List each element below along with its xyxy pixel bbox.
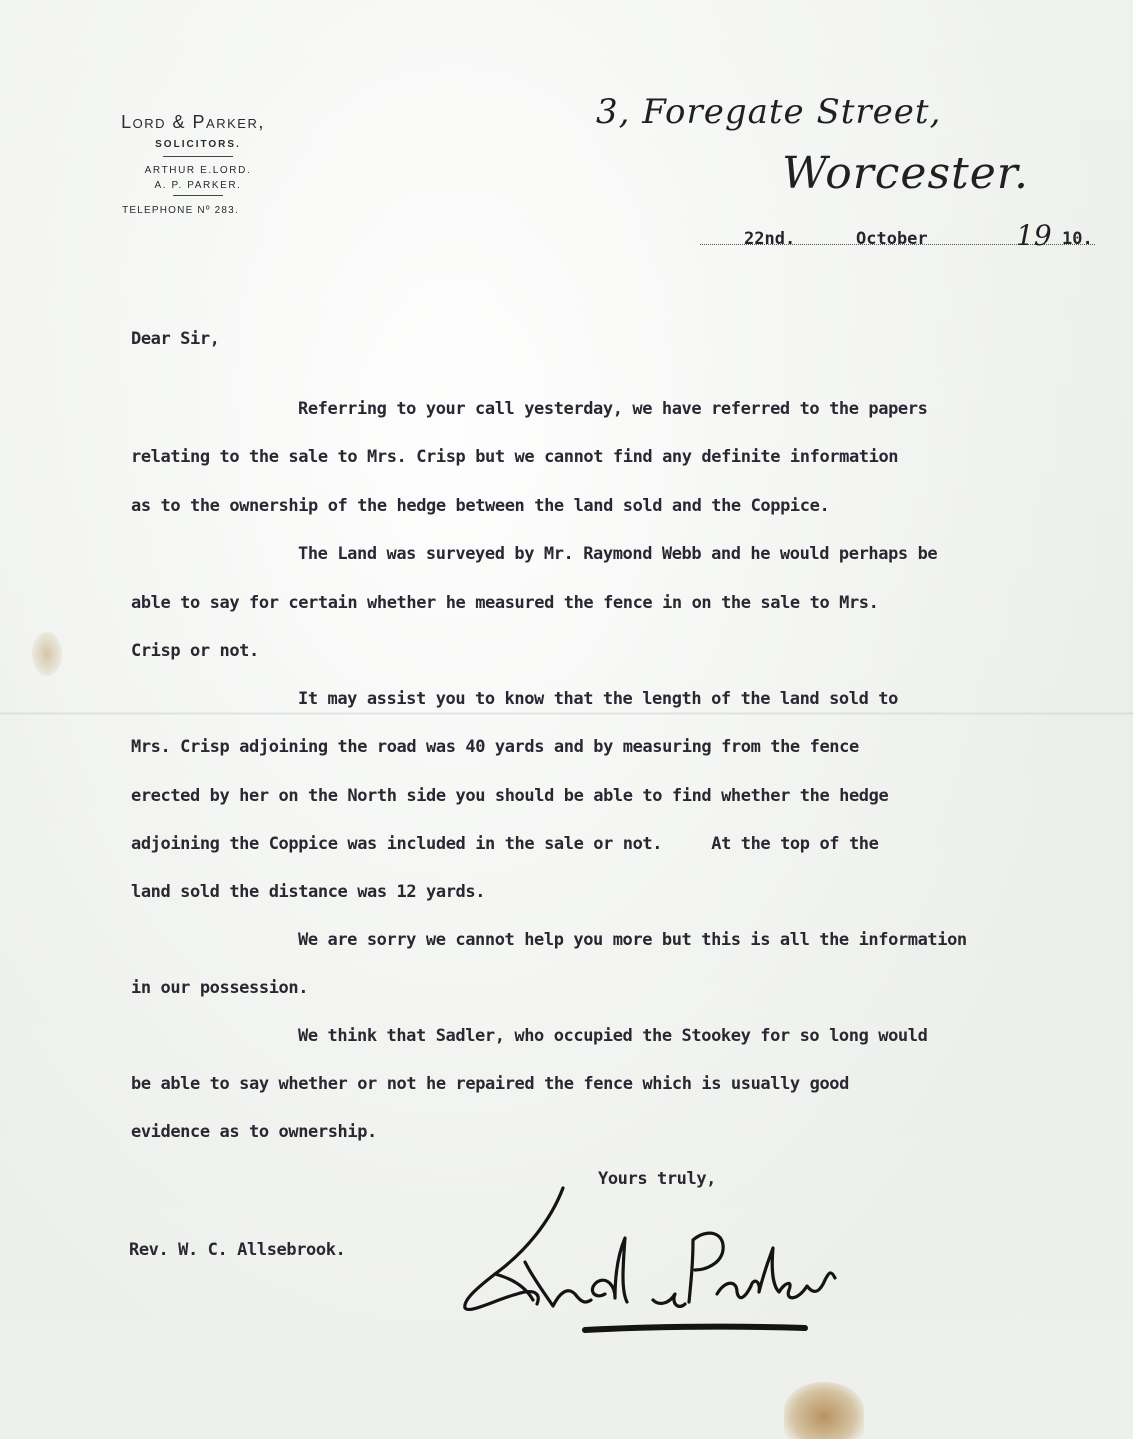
salutation: Dear Sir, (131, 329, 220, 349)
date-month: October (856, 229, 928, 249)
letter-line: as to the ownership of the hedge between the land sold and the Coppice. (131, 496, 830, 516)
letter-line: Crisp or not. (131, 641, 259, 661)
letter-line: erected by her on the North side you should be able to find whether the hedge (131, 786, 889, 806)
address-city: Worcester. (782, 148, 1029, 199)
date-year-printed: 19 (1016, 219, 1052, 252)
letter-line: Mrs. Crisp adjoining the road was 40 yards and by measuring from the fence (131, 737, 859, 757)
paper-fold (0, 712, 1133, 715)
telephone-number: TELEPHONE Nº 283. (122, 205, 239, 216)
letter-line: The Land was surveyed by Mr. Raymond Webb and he would perhaps be (298, 544, 938, 564)
letter-line: adjoining the Coppice was included in the sale or not. At the top of the (131, 834, 879, 854)
date-day: 22nd. (744, 229, 796, 249)
letter-line: We think that Sadler, who occupied the Stookey for so long would (298, 1026, 928, 1046)
partner-name: A. P. PARKER. (154, 180, 242, 191)
letter-line: We are sorry we cannot help you more but this is all the information (298, 930, 967, 950)
letterhead-rule (173, 195, 223, 196)
letterhead (88, 112, 308, 216)
letter-line: in our possession. (131, 978, 309, 998)
letter-line: able to say for certain whether he measured the fence in on the sale to Mrs. (131, 593, 879, 613)
handwritten-signature (455, 1182, 845, 1342)
firm-name: Lord & Parker, (121, 112, 265, 132)
address-street: 3, Foregate Street, (596, 92, 942, 132)
closing: Yours truly, (598, 1169, 717, 1189)
letter-line: land sold the distance was 12 yards. (131, 882, 486, 902)
letter-line: relating to the sale to Mrs. Crisp but we cannot find any definite information (131, 447, 899, 467)
letter-line: be able to say whether or not he repaired the fence which is usually good (131, 1074, 849, 1094)
partner-name: ARTHUR E.LORD. (144, 165, 252, 176)
letter-line: evidence as to ownership. (131, 1122, 377, 1142)
recipient: Rev. W. C. Allsebrook. (129, 1240, 346, 1260)
letterhead-rule (163, 156, 233, 157)
paper-stain (32, 632, 62, 676)
letter-line: It may assist you to know that the length of the land sold to (298, 689, 898, 709)
letter-line: Referring to your call yesterday, we have referred to the papers (298, 399, 928, 419)
wax-stain (784, 1382, 864, 1439)
firm-title: SOLICITORS. (155, 139, 241, 150)
date-year-typed: 10. (1062, 229, 1093, 249)
